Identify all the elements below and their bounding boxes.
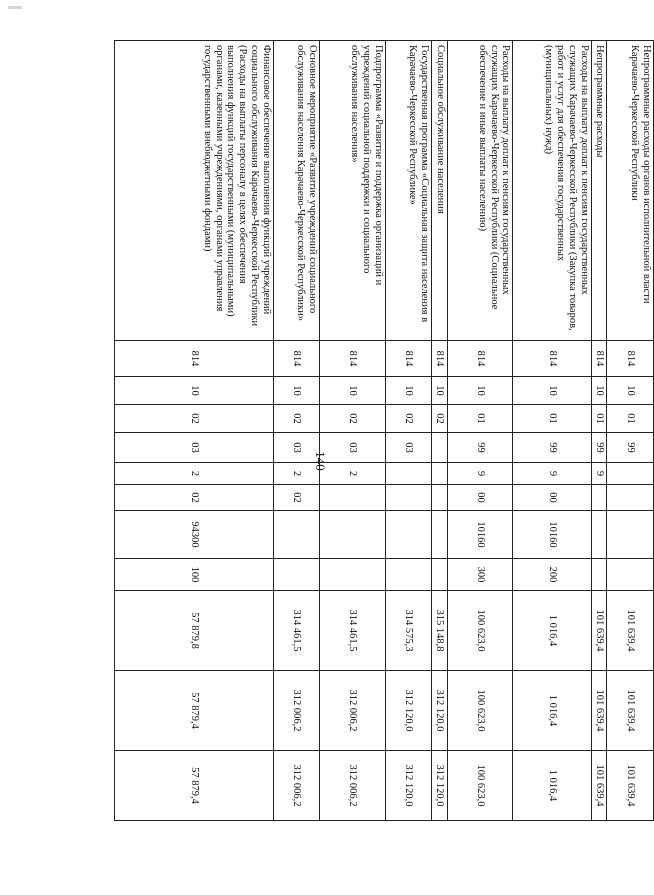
cell-amount-2: 312 120,0 [432, 671, 448, 751]
cell-subsection: 02 [432, 405, 448, 433]
cell-event [320, 485, 386, 511]
cell-direction [607, 511, 654, 559]
cell-subprogram [607, 463, 654, 485]
cell-ministry: 814 [607, 341, 654, 377]
cell-expense-type [607, 559, 654, 591]
cell-section: 10 [591, 377, 607, 405]
cell-direction [385, 511, 432, 559]
cell-direction: 10160 [513, 511, 591, 559]
cell-section: 10 [115, 377, 274, 405]
table-row [607, 41, 654, 821]
cell-direction: 94300 [115, 511, 274, 559]
cell-subsection: 02 [385, 405, 432, 433]
cell-expense-type [320, 559, 386, 591]
cell-program: 99 [607, 433, 654, 463]
cell-ministry: 814 [591, 341, 607, 377]
cell-amount-2: 100 623,0 [447, 671, 513, 751]
cell-amount-1: 314 461,5 [273, 591, 320, 671]
cell-amount-1: 315 148,8 [432, 591, 448, 671]
page-number: 140 [313, 451, 328, 471]
cell-subprogram: 9 [513, 463, 591, 485]
cell-event: 00 [513, 485, 591, 511]
cell-amount-3: 1 016,4 [513, 751, 591, 821]
cell-section: 10 [320, 377, 386, 405]
cell-ministry: 814 [273, 341, 320, 377]
table-row [591, 41, 607, 821]
row-name: Социальное обслуживание населения [432, 41, 448, 341]
cell-ministry: 814 [432, 341, 448, 377]
cell-section: 10 [607, 377, 654, 405]
cell-subprogram: 2 [115, 463, 274, 485]
cell-subprogram: 2 [273, 463, 320, 485]
table-row [447, 41, 513, 821]
table-row [513, 41, 591, 821]
cell-subprogram: 2 [320, 463, 386, 485]
cell-direction [273, 511, 320, 559]
cell-amount-1: 314 575,3 [385, 591, 432, 671]
row-name: Непрограммные расходы [591, 41, 607, 341]
cell-amount-2: 57 879,4 [115, 671, 274, 751]
row-name: Основное мероприятие «Развитие учреждений социального обслуживания населения Карачаево-Черкесской Республики» [273, 41, 320, 341]
cell-section: 10 [432, 377, 448, 405]
cell-event [591, 485, 607, 511]
cell-expense-type [591, 559, 607, 591]
cell-amount-1: 101 639,4 [607, 591, 654, 671]
cell-direction [591, 511, 607, 559]
cell-program: 03 [385, 433, 432, 463]
cell-subsection: 02 [320, 405, 386, 433]
cell-amount-3: 101 639,4 [607, 751, 654, 821]
cell-program: 99 [513, 433, 591, 463]
cell-subprogram [432, 463, 448, 485]
cell-subsection: 01 [607, 405, 654, 433]
cell-expense-type [273, 559, 320, 591]
cell-ministry: 814 [513, 341, 591, 377]
cell-amount-3: 312 006,2 [273, 751, 320, 821]
table-row [432, 41, 448, 821]
cell-direction [320, 511, 386, 559]
cell-amount-3: 312 006,2 [320, 751, 386, 821]
cell-amount-3: 57 879,4 [115, 751, 274, 821]
row-name: Непрограммные расходы органов исполнительной власти Карачаево-Черкесской Республики [607, 41, 654, 341]
table-row [115, 41, 274, 821]
cell-subsection: 01 [513, 405, 591, 433]
cell-section: 10 [273, 377, 320, 405]
cell-subprogram: 9 [591, 463, 607, 485]
cell-amount-2: 101 639,4 [607, 671, 654, 751]
cell-subprogram [385, 463, 432, 485]
cell-expense-type: 300 [447, 559, 513, 591]
cell-section: 10 [447, 377, 513, 405]
cell-program: 03 [320, 433, 386, 463]
cell-amount-2: 312 006,2 [320, 671, 386, 751]
scan-mark [8, 6, 22, 9]
cell-amount-2: 312 006,2 [273, 671, 320, 751]
cell-amount-3: 312 120,0 [432, 751, 448, 821]
cell-amount-1: 314 461,5 [320, 591, 386, 671]
cell-event: 00 [447, 485, 513, 511]
budget-table-container [114, 40, 654, 820]
row-name: Финансовое обеспечение выполнения функций учреждений социального обслуживания Карачаево-Черкесской Республики (Расходы на выплаты персоналу в целях обеспечения выполнения функций государственными (муниципальными) органами, казенными учреждениями, органами управления государственными внебюджетными фондами) [115, 41, 274, 341]
cell-expense-type [432, 559, 448, 591]
cell-amount-1: 1 016,4 [513, 591, 591, 671]
cell-program: 99 [591, 433, 607, 463]
cell-event [385, 485, 432, 511]
row-name: Расходы на выплату доплат к пенсиям государственных служащих Карачаево-Черкесской Республики (Социальное обеспечение и иные выплаты населению) [447, 41, 513, 341]
cell-amount-3: 100 623,0 [447, 751, 513, 821]
cell-ministry: 814 [447, 341, 513, 377]
table-row [320, 41, 386, 821]
cell-amount-2: 312 120,0 [385, 671, 432, 751]
row-name: Расходы на выплату доплат к пенсиям государственных служащих Карачаево-Черкесской Республики (Закупка товаров, работ и услуг для обеспечения государственных (муниципальных) нужд) [513, 41, 591, 341]
cell-direction [432, 511, 448, 559]
cell-amount-3: 312 120,0 [385, 751, 432, 821]
cell-direction: 10160 [447, 511, 513, 559]
cell-event: 02 [273, 485, 320, 511]
table-row [385, 41, 432, 821]
cell-amount-1: 57 879,8 [115, 591, 274, 671]
cell-subsection: 01 [591, 405, 607, 433]
cell-event [607, 485, 654, 511]
cell-section: 10 [385, 377, 432, 405]
cell-ministry: 814 [320, 341, 386, 377]
row-name: Государственная программа «Социальная защита населения в Карачаево-Черкесской Республике» [385, 41, 432, 341]
cell-program: 99 [447, 433, 513, 463]
cell-amount-2: 101 639,4 [591, 671, 607, 751]
cell-subsection: 02 [273, 405, 320, 433]
cell-program: 03 [115, 433, 274, 463]
cell-section: 10 [513, 377, 591, 405]
row-name: Подпрограмма «Развитие и поддержка организаций и учреждений социальной поддержки и социального обслуживания населения» [320, 41, 386, 341]
cell-program [432, 433, 448, 463]
cell-amount-1: 101 639,4 [591, 591, 607, 671]
cell-subsection: 01 [447, 405, 513, 433]
budget-table [114, 40, 654, 821]
cell-amount-1: 100 623,0 [447, 591, 513, 671]
cell-expense-type: 100 [115, 559, 274, 591]
cell-event: 02 [115, 485, 274, 511]
table-row [273, 41, 320, 821]
cell-amount-3: 101 639,4 [591, 751, 607, 821]
cell-subprogram: 9 [447, 463, 513, 485]
cell-subsection: 02 [115, 405, 274, 433]
cell-ministry: 814 [385, 341, 432, 377]
cell-expense-type [385, 559, 432, 591]
cell-amount-2: 1 016,4 [513, 671, 591, 751]
cell-ministry: 814 [115, 341, 274, 377]
cell-expense-type: 200 [513, 559, 591, 591]
cell-program: 03 [273, 433, 320, 463]
cell-event [432, 485, 448, 511]
